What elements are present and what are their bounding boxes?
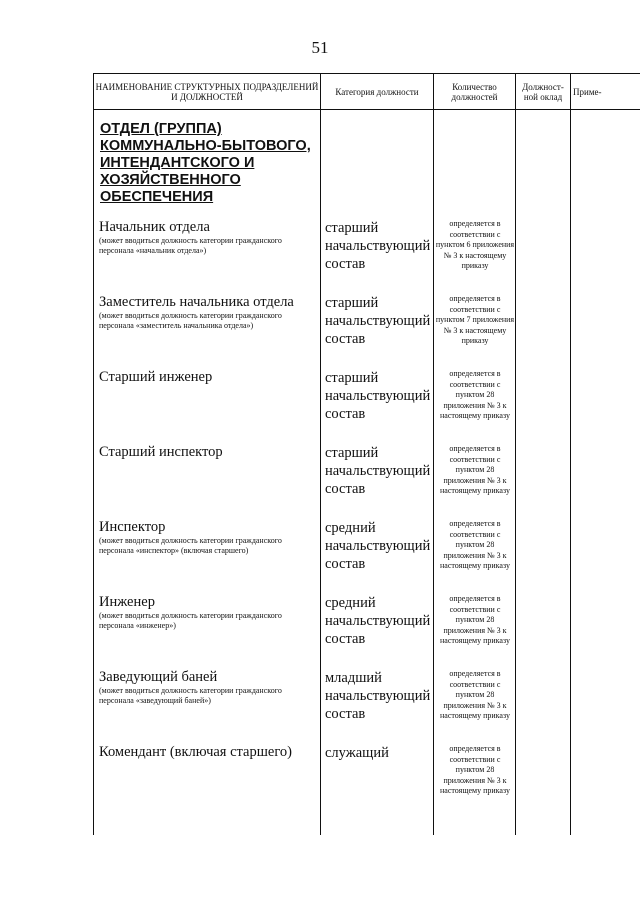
position-note: (может вводиться должность категории гражданского персонала «инспектор» (включая старшего) [99, 536, 282, 555]
header-salary: Должност-ной оклад [522, 81, 564, 102]
table-row [0, 294, 640, 370]
position-category: служащий [325, 745, 389, 761]
position-title: Заведующий баней [99, 669, 218, 685]
position-category: средний начальствующий состав [325, 520, 431, 572]
table-row [0, 669, 640, 745]
position-title: Старший инженер [99, 369, 213, 385]
table-row [0, 369, 640, 445]
position-title: Начальник отдела [99, 219, 210, 235]
position-quantity: определяется в соответствии с пунктом 28 приложения № 3 к настоящему приказу [440, 744, 510, 795]
position-quantity: определяется в соответствии с пунктом 28 приложения № 3 к настоящему приказу [440, 519, 510, 570]
header-category: Категория должности [335, 86, 419, 97]
table-row [0, 594, 640, 670]
header-quantity: Количество должностей [451, 81, 498, 102]
table-row [0, 219, 640, 295]
position-category: средний начальствующий состав [325, 595, 431, 647]
section-title: ОТДЕЛ (ГРУППА) КОММУНАЛЬНО-БЫТОВОГО, ИНТЕНДАНТСКОГО И ХОЗЯЙСТВЕННОГО ОБЕСПЕЧЕНИЯ [100, 121, 311, 205]
position-quantity: определяется в соответствии с пунктом 7 приложения № 3 к настоящему приказу [435, 294, 515, 345]
position-title: Инженер [99, 594, 155, 610]
position-title: Старший инспектор [99, 444, 223, 460]
table-row [0, 519, 640, 595]
position-note: (может вводиться должность категории гражданского персонала «начальник отдела») [99, 236, 282, 255]
position-quantity: определяется в соответствии с пунктом 28 приложения № 3 к настоящему приказу [440, 669, 510, 720]
position-title: Инспектор [99, 519, 166, 535]
header-positions: НАИМЕНОВАНИЕ СТРУКТУРНЫХ ПОДРАЗДЕЛЕНИЙ И ДОЛЖНОСТЕЙ [95, 81, 319, 102]
position-category: младший начальствующий состав [325, 670, 431, 722]
position-category: старший начальствующий состав [325, 370, 431, 422]
position-quantity: определяется в соответствии с пунктом 28 приложения № 3 к настоящему приказу [440, 369, 510, 420]
position-quantity: определяется в соответствии с пунктом 6 приложения № 3 к настоящему приказу [435, 219, 515, 270]
page-number: 51 [311, 38, 329, 57]
position-note: (может вводиться должность категории гражданского персонала «заведующий баней») [99, 686, 282, 705]
table-row [0, 444, 640, 520]
table-header-border [93, 109, 640, 110]
position-note: (может вводиться должность категории гражданского персонала «заместитель начальника отдела») [99, 311, 282, 330]
position-category: старший начальствующий состав [325, 445, 431, 497]
header-notes: Приме- [573, 86, 602, 97]
position-title: Заместитель начальника отдела [99, 294, 294, 310]
position-category: старший начальствующий состав [325, 295, 431, 347]
position-quantity: определяется в соответствии с пунктом 28 приложения № 3 к настоящему приказу [440, 444, 510, 495]
table-row [0, 744, 640, 820]
position-category: старший начальствующий состав [325, 220, 431, 272]
position-title: Комендант (включая старшего) [99, 744, 292, 760]
position-note: (может вводиться должность категории гражданского персонала «инженер») [99, 611, 282, 630]
position-quantity: определяется в соответствии с пунктом 28 приложения № 3 к настоящему приказу [440, 594, 510, 645]
